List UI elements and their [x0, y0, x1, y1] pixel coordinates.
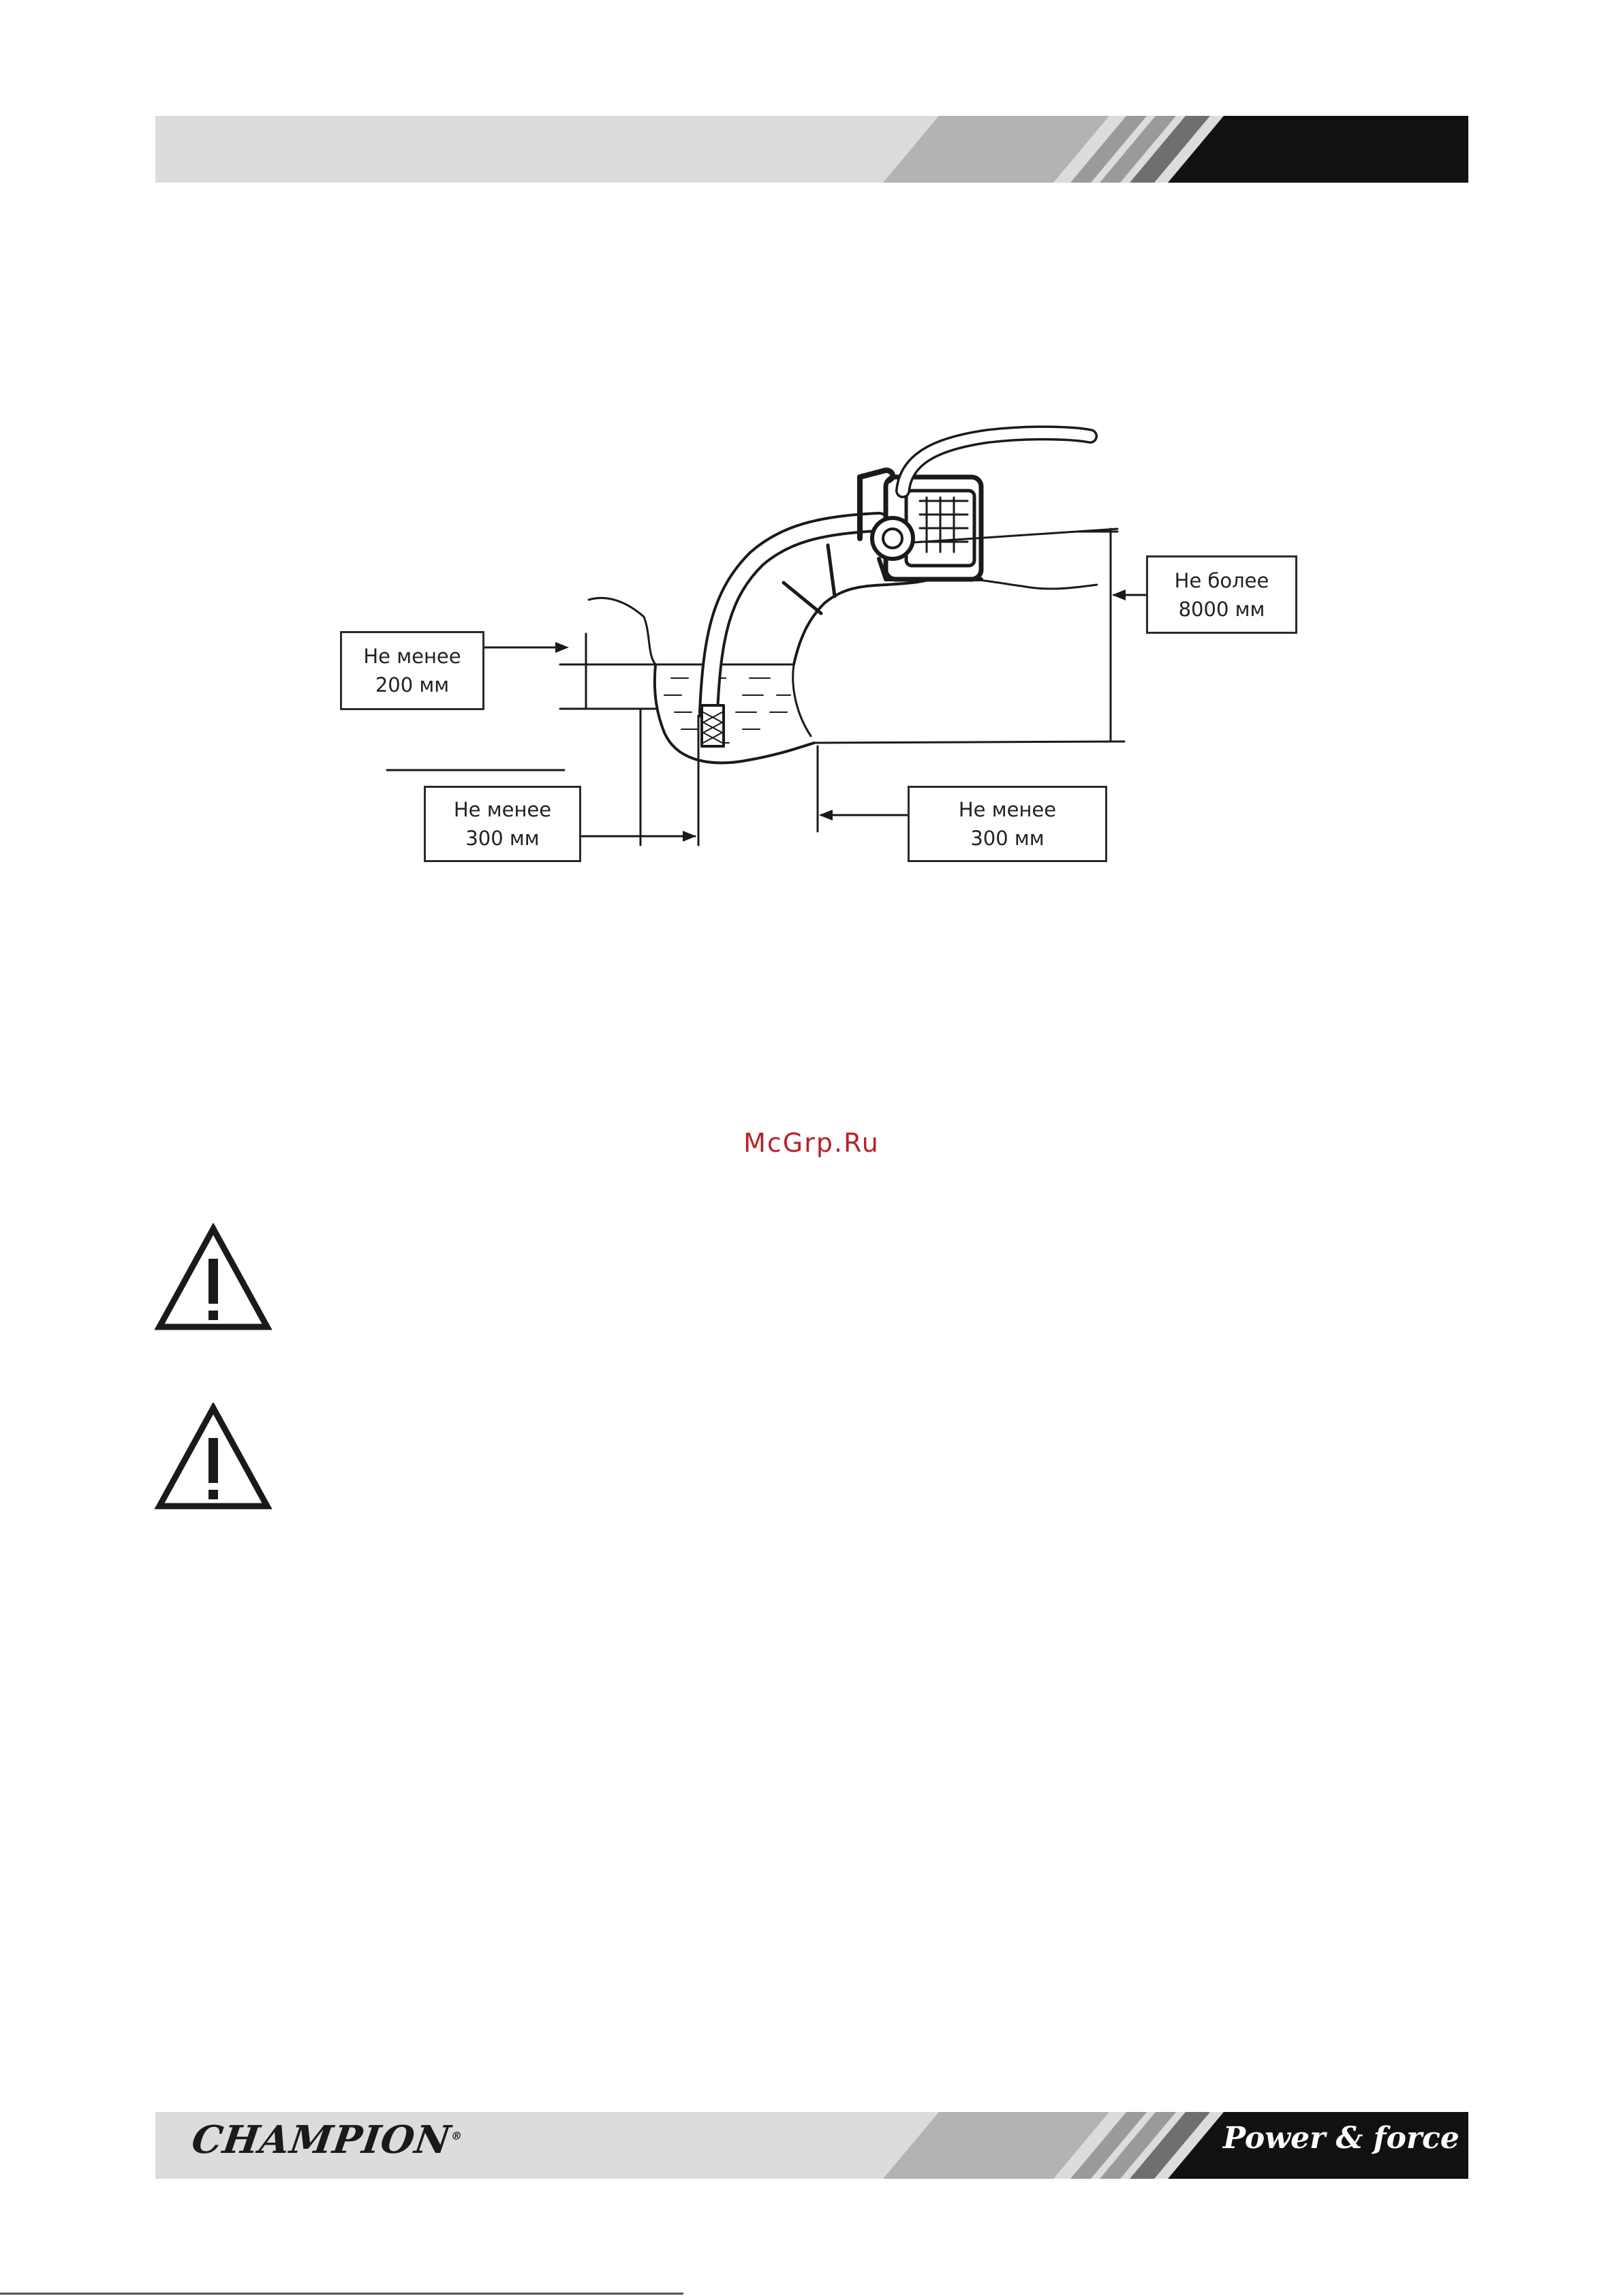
warning-triangle-icon	[154, 1403, 273, 1512]
brand-logo	[189, 2117, 465, 2162]
callout-line-1: Не менее	[958, 798, 1057, 821]
pump-installation-diagram	[0, 0, 1623, 886]
callout-line-2: 200 мм	[375, 673, 450, 697]
callout-line-1: Не более	[1174, 568, 1269, 592]
callout-gap-300-right	[908, 786, 1107, 862]
callout-height-8000	[1146, 555, 1297, 634]
brand-name: CHAMPION	[189, 2117, 454, 2162]
callout-line-2: 300 мм	[465, 827, 540, 850]
slogan: Power & force	[1223, 2121, 1459, 2156]
callout-gap-300-left	[424, 786, 581, 862]
callout-line-1: Не менее	[363, 645, 461, 668]
callout-line-2: 300 мм	[970, 827, 1045, 850]
callout-line-2: 8000 мм	[1178, 597, 1265, 621]
watermark: McGrp.Ru	[743, 1128, 880, 1158]
page-edge-line	[0, 2293, 683, 2295]
callout-line-1: Не менее	[453, 798, 552, 821]
callout-depth-200	[340, 631, 484, 710]
registered-mark: ®	[450, 2129, 464, 2143]
warning-triangle-icon	[154, 1223, 273, 1332]
